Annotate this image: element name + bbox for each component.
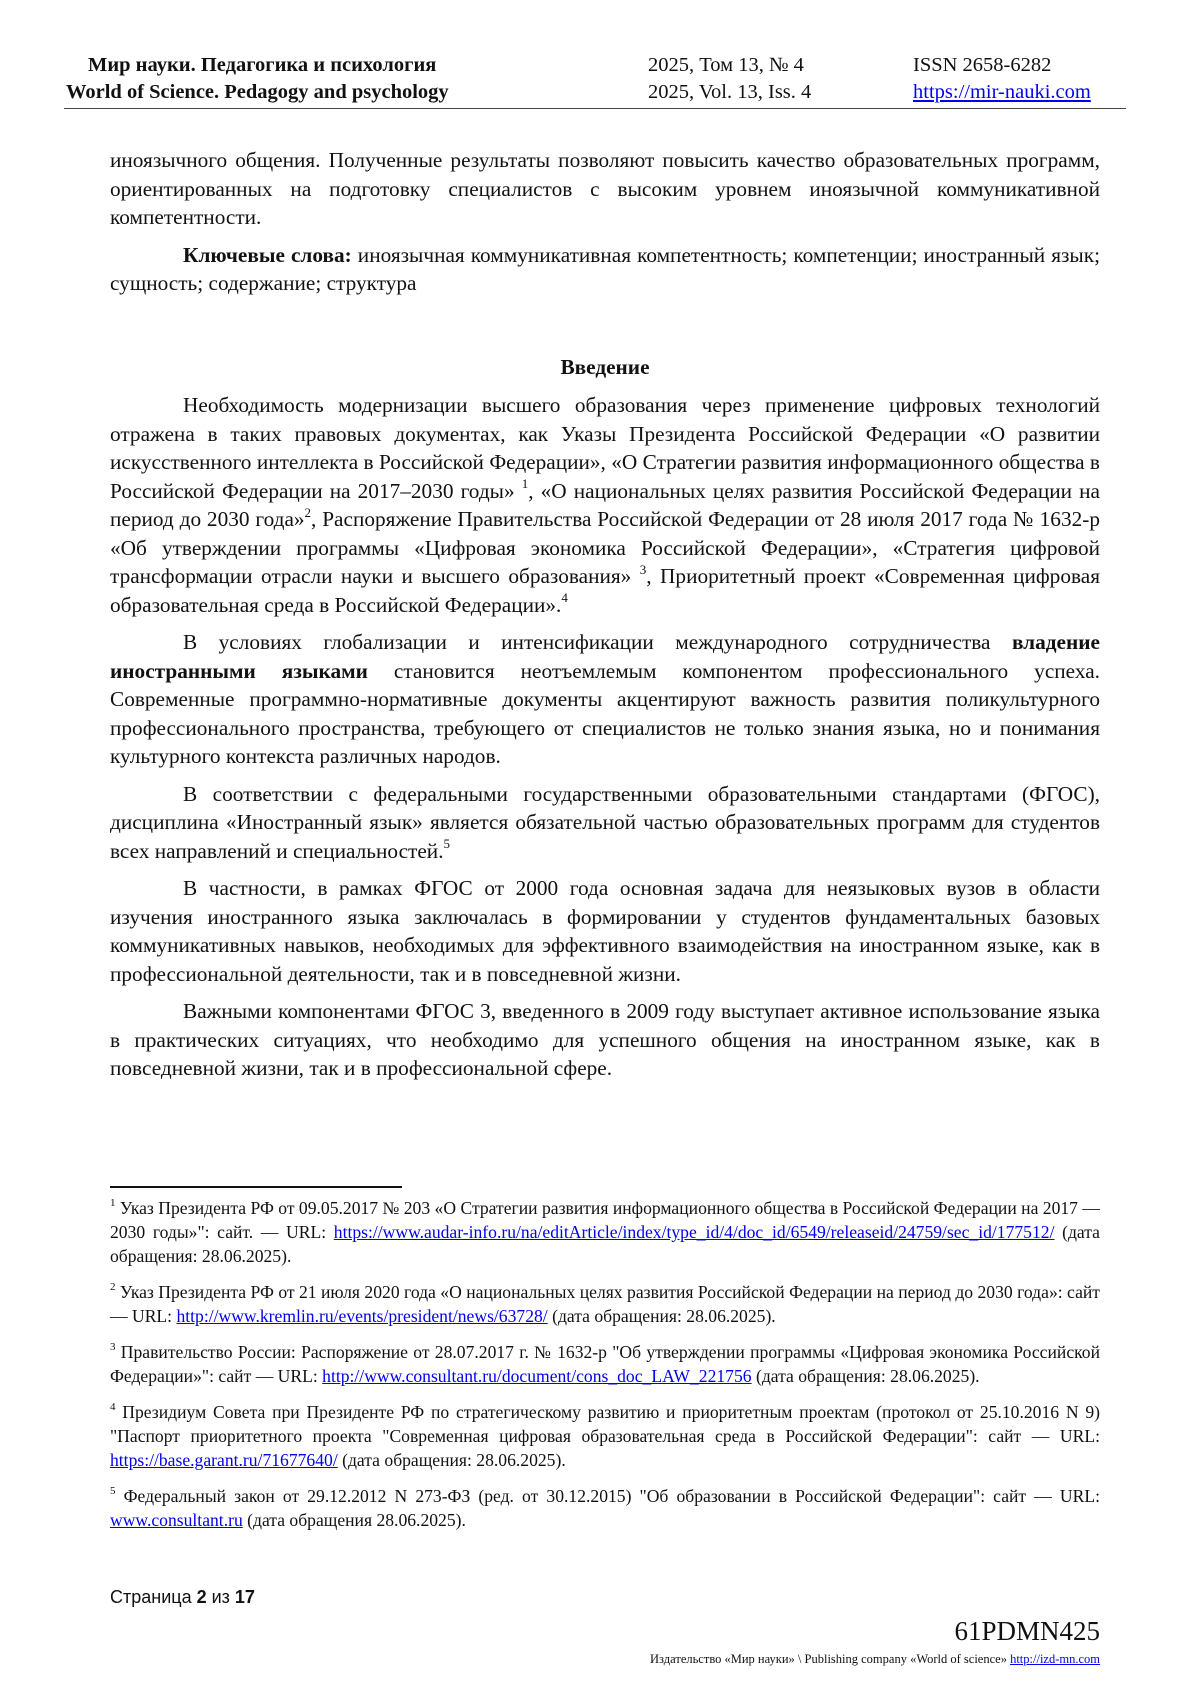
- publisher-line: Издательство «Мир науки» \ Publishing company «World of science» http://izd-mn.com: [650, 1652, 1100, 1666]
- keywords-label: Ключевые слова:: [183, 242, 352, 267]
- footnote-2-link[interactable]: http://www.kremlin.ru/events/president/news/63728/: [176, 1306, 548, 1326]
- intro-paragraph-4: В частности, в рамках ФГОС от 2000 года основная задача для неязыковых вузов в области изучения иностранного языка заключалась в формировании у студентов фундаментальных базовых коммуникативных навыков, необходимых для эффективного взаимодействия на иностранном языке, как в профессиональной деятельности, так и в повседневной жизни.: [110, 876, 1100, 986]
- journal-title-en: World of Science. Pedagogy and psychology: [66, 81, 449, 103]
- footnote-3-link[interactable]: http://www.consultant.ru/document/cons_doc_LAW_221756: [322, 1366, 752, 1386]
- footnote-ref-5[interactable]: 5: [443, 836, 451, 852]
- article-code: 61PDMN425: [954, 1616, 1100, 1646]
- footnote-5: $^5$ Федеральный закон от 29.12.2012 N 273-ФЗ (ред. от 30.12.2015) "Об образовании в Российской Федерации": сайт — URL: www.consultant.ru (дата обращения 28.06.2025).: [110, 1485, 1100, 1530]
- page-total: 17: [234, 1587, 255, 1607]
- issue-en: 2025, Vol. 13, Iss. 4: [648, 81, 812, 103]
- journal-site-link[interactable]: https://mir-nauki.com: [913, 81, 1091, 103]
- footnote-4-link[interactable]: https://base.garant.ru/71677640/: [110, 1450, 338, 1470]
- publisher-link[interactable]: http://izd-mn.com: [1010, 1652, 1100, 1666]
- footnote-ref-4[interactable]: 4: [561, 590, 568, 606]
- intro-paragraph-3: В соответствии с федеральными государственными образовательными стандартами (ФГОС), дисциплина «Иностранный язык» является обязательной частью образовательных программ для студентов всех направлений и специальностей.$^5$: [110, 781, 1100, 863]
- keywords: [110, 241, 1100, 298]
- footnote-1: $^1$ Указ Президента РФ от 09.05.2017 № 203 «О Стратегии развития информационного общества в Российской Федерации на 2017 — 2030 годы»": сайт. — URL: https://www.audar-info.ru/na/editArticle/index/type_id/4/doc_id/6549/releaseid/24759/sec_id/177512/ (дата обращения: 28.06.2025).: [110, 1197, 1100, 1266]
- abstract-tail: иноязычного общения. Полученные результаты позволяют повысить качество образовательных программ, ориентированных на подготовку специалистов с высоким уровнем иноязычной коммуникативной компетентности.: [110, 148, 1100, 229]
- keywords-text: иноязычная коммуникативная компетентность; компетенции; иностранный язык; сущность; содержание; структура: [110, 242, 1100, 295]
- issn: ISSN 2658-6282: [913, 54, 1052, 76]
- footnote-4: $^4$ Президиум Совета при Президенте РФ по стратегическому развитию и приоритетным проектам (протокол от 25.10.2016 N 9) "Паспорт приоритетного проекта "Современная цифровая образовательная среда в Российской Федерации": сайт — URL: https://base.garant.ru/71677640/ (дата обращения: 28.06.2025).: [110, 1401, 1100, 1470]
- footnote-5-link[interactable]: www.consultant.ru: [110, 1510, 243, 1530]
- page-current: 2: [196, 1587, 207, 1607]
- footnotes: [110, 1196, 1100, 1544]
- footnote-ref-2[interactable]: 2: [304, 504, 312, 520]
- footnote-2: $^2$ Указ Президента РФ от 21 июля 2020 года «О национальных целях развития Российской Федерации на период до 2030 года»: сайт — URL: http://www.kremlin.ru/events/president/news/63728/ (дата обращения: 28.06.2025).: [110, 1281, 1100, 1326]
- intro-paragraph-2: В условиях глобализации и интенсификации международного сотрудничества владение иностранными языками становится неотъемлемым компонентом профессионального успеха. Современные программно-нормативные документы акцентируют важность развития поликультурного профессионального пространства, требующего от специалистов не только знания языка, но и понимания культурного контекста различных народов.: [110, 630, 1100, 768]
- intro-body: [110, 391, 1100, 1083]
- issue-ru: 2025, Том 13, № 4: [648, 54, 804, 76]
- footnote-ref-3[interactable]: 3: [639, 561, 647, 577]
- page-number: Страница 2 из 17: [110, 1587, 255, 1607]
- section-heading: Введение: [560, 355, 650, 379]
- intro-paragraph-1: Необходимость модернизации высшего образования через применение цифровых технологий отражена в таких правовых документах, как Указы Президента Российской Федерации «О развитии искусственного интеллекта в Российской Федерации», «О Стратегии развития информационного общества в Российской Федерации на 2017–2030 годы» $^1$, «О национальных целях развития Российской Федерации на период до 2030 года»$^2$, Распоряжение Правительства Российской Федерации от 28 июля 2017 года № 1632-р «Об утверждении программы «Цифровая экономика Российской Федерации», «Стратегия цифровой трансформации отрасли науки и высшего образования» $^3$, Приоритетный проект «Современная цифровая образовательная среда в Российской Федерации».$^4$: [110, 393, 1101, 617]
- footnote-ref-1[interactable]: 1: [521, 476, 529, 492]
- footnote-1-link[interactable]: https://www.audar-info.ru/na/editArticle/index/type_id/4/doc_id/6549/releaseid/24759/sec_id/177512/: [333, 1222, 1055, 1242]
- header-divider: [64, 108, 1126, 109]
- emphasis-foreign-languages: владение иностранными языками: [110, 630, 1100, 683]
- abstract-block: [110, 146, 1100, 298]
- journal-title-ru: Мир науки. Педагогика и психология: [88, 54, 437, 76]
- footnote-separator: [110, 1186, 402, 1188]
- footnote-3: $^3$ Правительство России: Распоряжение от 28.07.2017 г. № 1632-р "Об утверждении программы «Цифровая экономика Российской Федерации»": сайт — URL: http://www.consultant.ru/document/cons_doc_LAW_221756 (дата обращения: 28.06.2025).: [110, 1341, 1100, 1386]
- intro-paragraph-5: Важными компонентами ФГОС 3, введенного в 2009 году выступает активное использование языка в практических ситуациях, что необходимо для успешного общения на иностранном языке, как в повседневной жизни, так и в профессиональной сфере.: [110, 999, 1100, 1080]
